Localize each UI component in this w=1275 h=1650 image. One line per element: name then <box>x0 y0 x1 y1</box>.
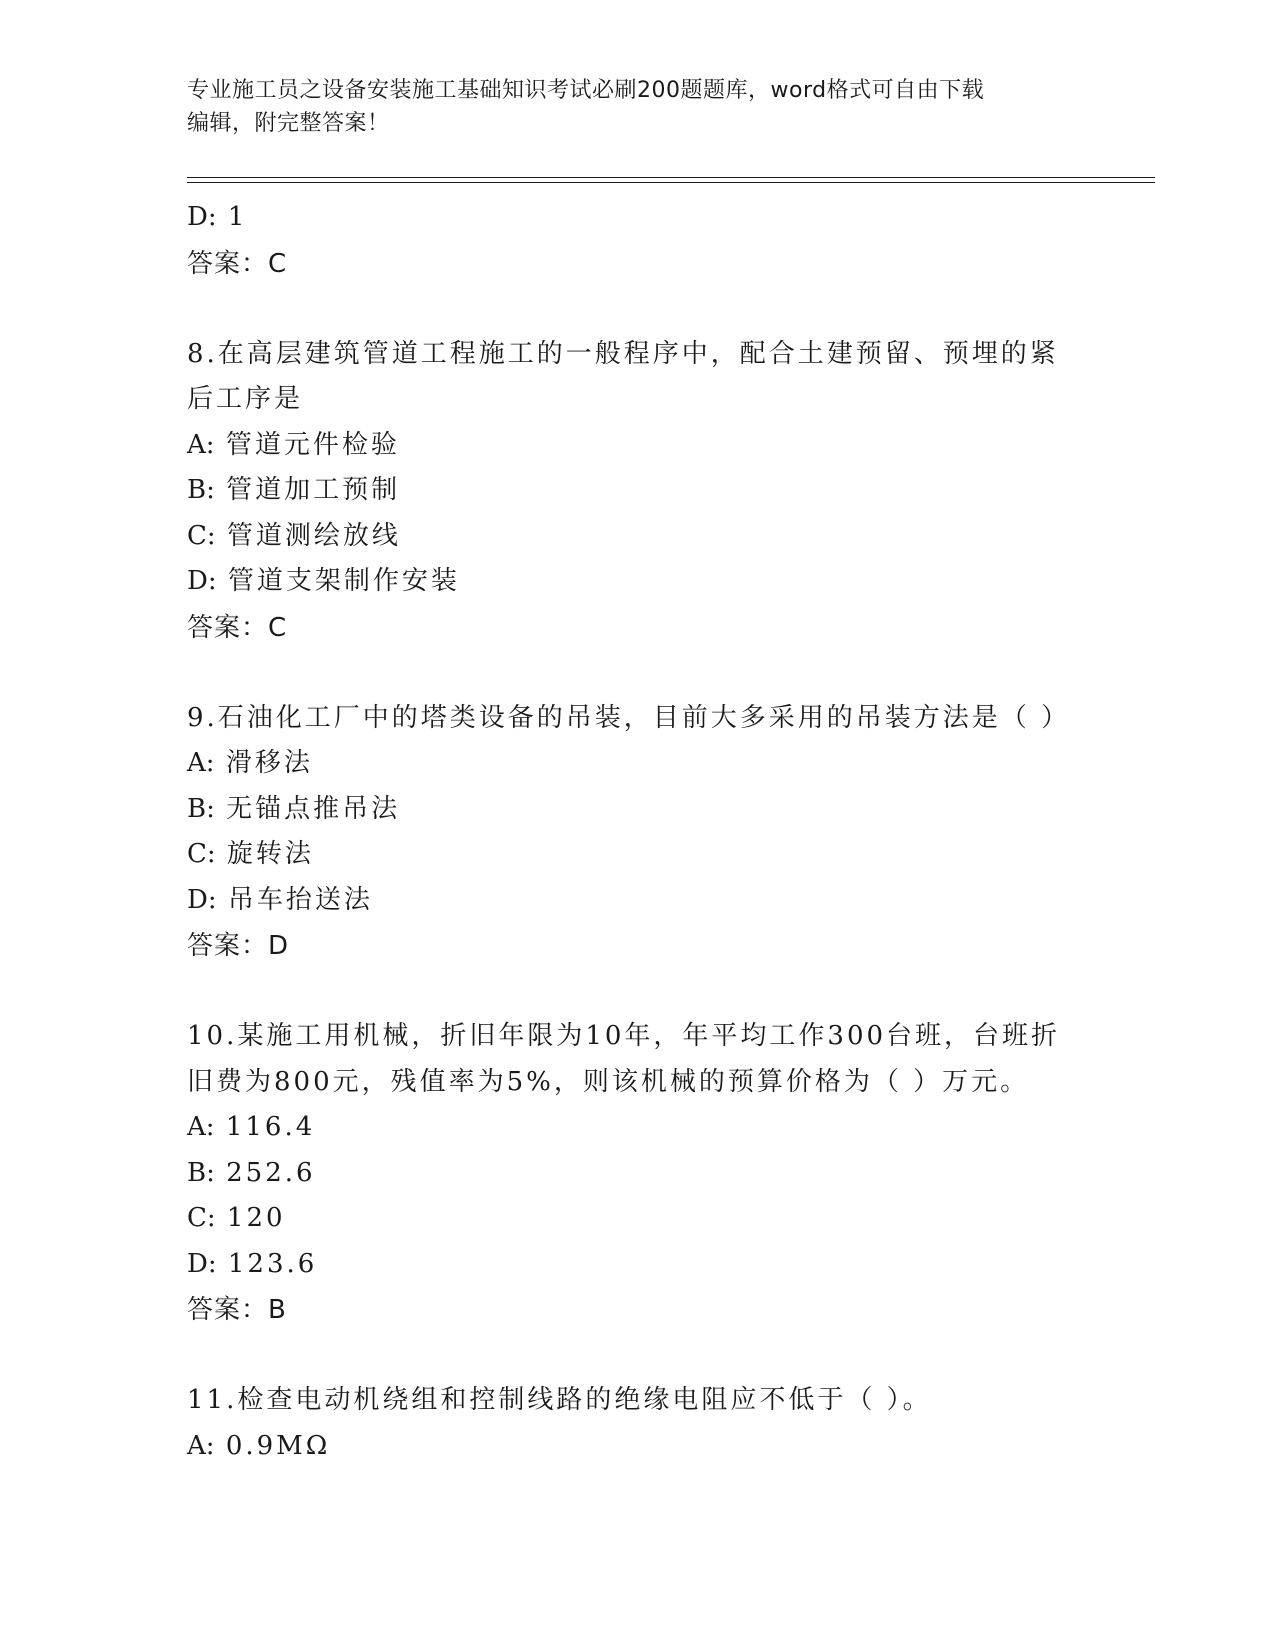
header-line-1: 专业施工员之设备安装施工基础知识考试必刷200题题库，word格式可自由下载 <box>187 78 985 103</box>
spacer <box>187 287 1087 332</box>
option-a: A: 管道元件检验 <box>187 429 400 460</box>
question-11 <box>187 1378 1087 1469</box>
option-a: A: 0.9MΩ <box>187 1430 331 1461</box>
answer-line: 答案：C <box>187 248 288 279</box>
header-divider-bottom <box>187 182 1155 183</box>
header-line-2: 编辑，附完整答案！ <box>187 111 390 136</box>
option-a: A: 116.4 <box>187 1112 316 1142</box>
document-header <box>187 74 1067 140</box>
answer-line: 答案：B <box>187 1295 287 1325</box>
question-10 <box>187 1014 1087 1333</box>
option-c: C: 管道测绘放线 <box>187 520 401 551</box>
option-d: D: 管道支架制作安装 <box>187 566 460 596</box>
option-a: A: 滑移法 <box>187 748 313 778</box>
question-9 <box>187 696 1087 970</box>
spacer <box>187 1333 1087 1378</box>
spacer <box>187 651 1087 696</box>
option-c: C: 旋转法 <box>187 839 314 869</box>
question-list <box>187 195 1087 1469</box>
question-stem: 10.某施工用机械，折旧年限为10年，年平均工作300台班，台班折 旧费为800元，残值率为5%，则该机械的预算价格为（ ）万元。 <box>187 1021 1061 1097</box>
option-b: B: 无锚点推吊法 <box>187 793 401 824</box>
spacer <box>187 969 1087 1014</box>
question-8 <box>187 332 1087 651</box>
option-b: B: 252.6 <box>187 1157 316 1188</box>
option-d: D: 123.6 <box>187 1248 318 1279</box>
question-stem: 8.在高层建筑管道工程施工的一般程序中，配合土建预留、预埋的紧 后工序是 <box>187 338 1059 414</box>
header-divider-top <box>187 177 1155 178</box>
answer-line: 答案：C <box>187 612 288 643</box>
option-d: D: 吊车抬送法 <box>187 884 373 915</box>
answer-line: 答案：D <box>187 931 290 961</box>
option-b: B: 管道加工预制 <box>187 475 401 505</box>
question-stem: 9.石油化工厂中的塔类设备的吊装，目前大多采用的吊装方法是（ ） <box>187 702 1071 733</box>
option-c: C: 120 <box>187 1203 286 1233</box>
option-d: D: 1 <box>187 202 248 232</box>
question-stem: 11.检查电动机绕组和控制线路的绝缘电阻应不低于（ ）。 <box>187 1385 932 1415</box>
previous-question-tail <box>187 195 1087 287</box>
